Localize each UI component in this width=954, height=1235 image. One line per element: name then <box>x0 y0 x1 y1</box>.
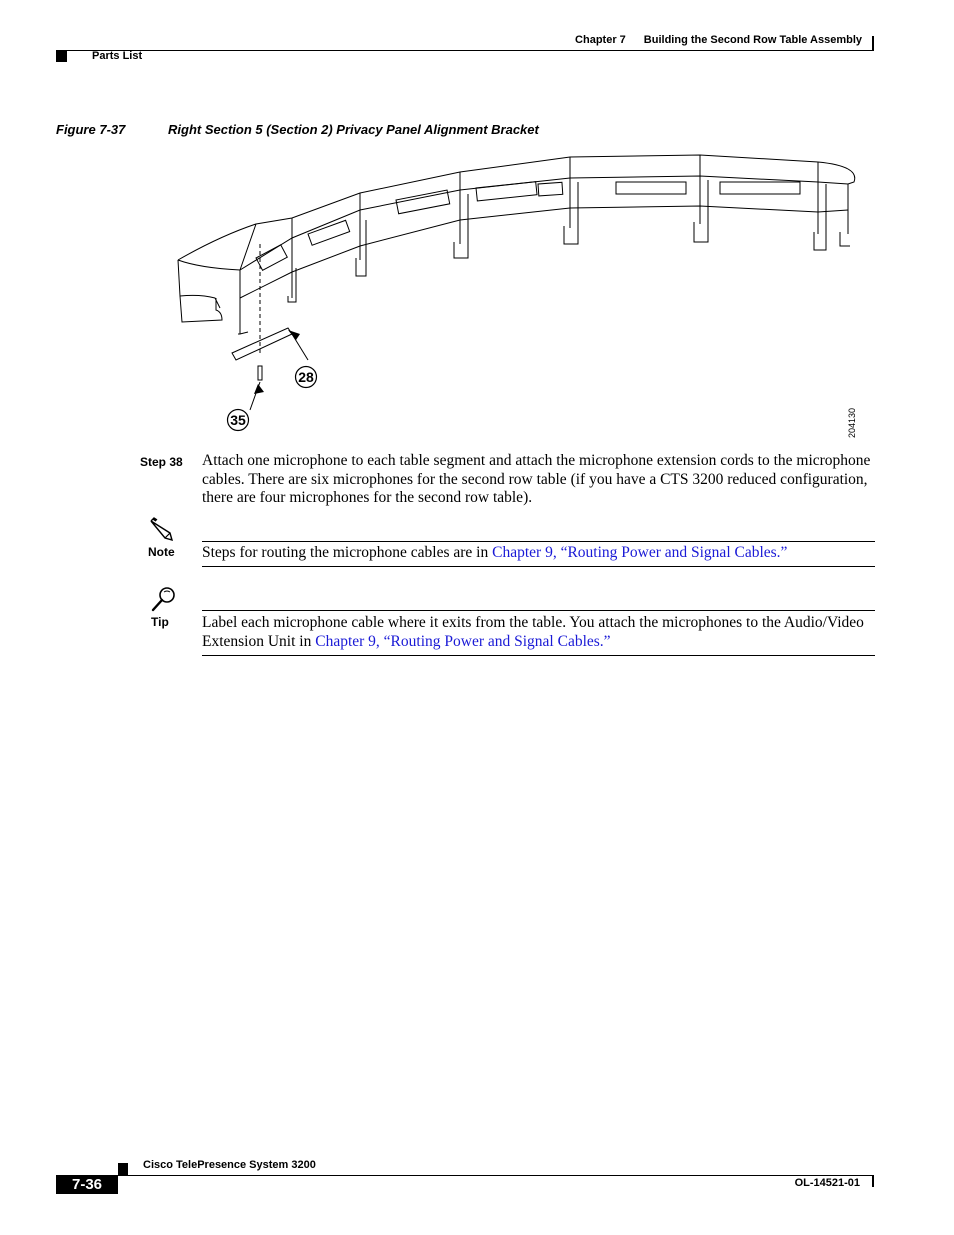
tip-text <box>202 613 875 651</box>
callout-28: 28 <box>298 369 314 385</box>
note-text <box>202 543 875 562</box>
table-assembly-illustration <box>160 148 870 448</box>
magnifier-tip-icon <box>150 586 178 612</box>
pencil-note-icon <box>148 517 178 543</box>
footer-tick <box>872 1175 874 1187</box>
tip-chapter-link[interactable]: Chapter 9, “Routing Power and Signal Cables.” <box>315 633 611 650</box>
tip-text-before: Label each microphone cable where it exits from the table. You attach the microphones to the Audio/Video Extension Unit in <box>202 614 864 650</box>
figure-number: Figure 7-37 <box>56 122 126 137</box>
footer-doc-number: OL-14521-01 <box>794 1177 860 1189</box>
figure-caption <box>56 122 539 137</box>
step-text: Attach one microphone to each table segment and attach the microphone extension cords to the microphone cables. There are six microphones for the second row table (if you have a CTS 3200 reduced configuration, there are four microphones for the second row table). <box>202 452 871 506</box>
note-rule-top <box>202 541 875 542</box>
footer-rule <box>56 1175 874 1176</box>
tip-rule-bottom <box>202 655 875 656</box>
footer-doc-title: Cisco TelePresence System 3200 <box>143 1159 316 1171</box>
header-tick <box>872 36 874 51</box>
callout-35: 35 <box>230 412 246 428</box>
header-chapter-title: Building the Second Row Table Assembly <box>643 34 862 46</box>
note-text-before: Steps for routing the microphone cables are in <box>202 544 493 561</box>
tip-rule-top <box>202 610 875 611</box>
header-rule <box>56 50 874 51</box>
note-label: Note <box>148 545 175 559</box>
footer-page-number: 7-36 <box>56 1175 118 1194</box>
figure-image-id: 204130 <box>847 407 857 438</box>
figure-title: Right Section 5 (Section 2) Privacy Panel Alignment Bracket <box>168 122 539 137</box>
note-chapter-link[interactable]: Chapter 9, “Routing Power and Signal Cables.” <box>492 544 788 561</box>
header-square <box>56 51 67 62</box>
tip-label: Tip <box>151 615 169 629</box>
header-section: Parts List <box>92 50 143 62</box>
footer-square <box>118 1163 128 1175</box>
header-chapter: Chapter 7 <box>575 34 626 46</box>
note-rule-bottom <box>202 566 875 567</box>
step-label: Step 38 <box>140 455 183 469</box>
running-header <box>575 34 862 46</box>
